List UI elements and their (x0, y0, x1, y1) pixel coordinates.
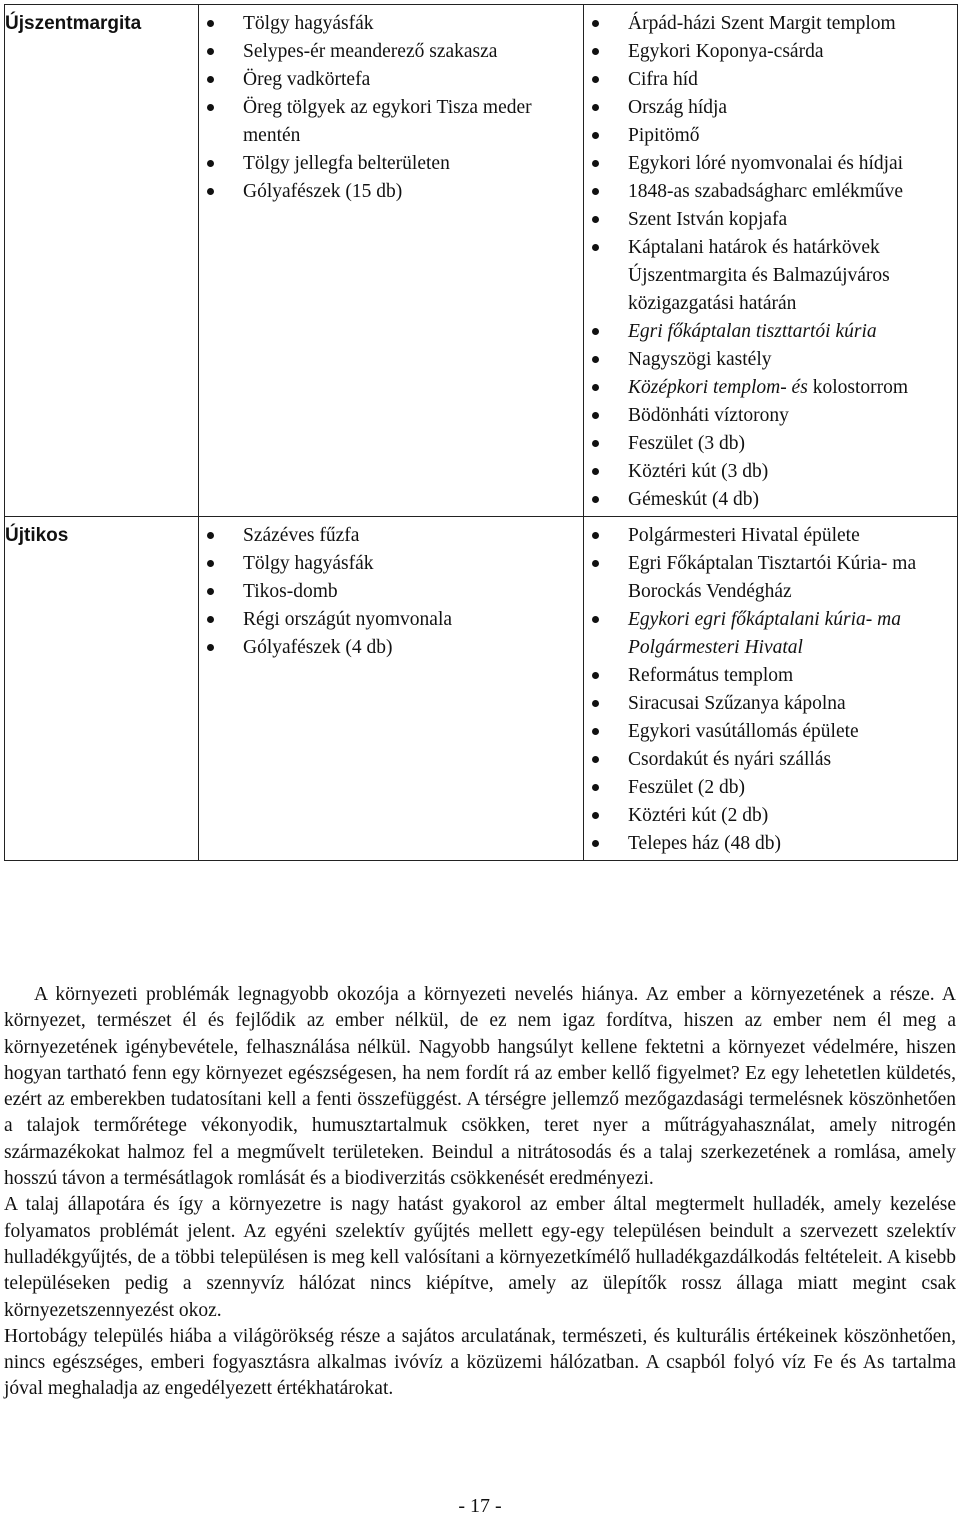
list-item-text: Nagyszögi kastély (628, 349, 772, 370)
list-item (584, 178, 957, 206)
list-item-text: Árpád-házi Szent Margit templom (628, 13, 896, 34)
natural-values-cell (199, 517, 584, 861)
list-item-text: Középkori templom- és kolostorrom (628, 377, 909, 398)
list-item-text: Tölgy hagyásfák (243, 553, 374, 574)
list-item-text: Cifra híd (628, 69, 698, 90)
list-item (584, 66, 957, 94)
list-item (199, 550, 583, 578)
list-item (584, 830, 957, 858)
settlement-name-cell (5, 517, 199, 861)
page-number: - 17 - (458, 1495, 502, 1517)
list-item (584, 718, 957, 746)
list-item (199, 66, 583, 94)
built-values-cell (584, 5, 958, 517)
list-item-text: Tölgy hagyásfák (243, 13, 374, 34)
settlement-name: Újszentmargita (5, 13, 142, 34)
list-item-text: Egykori lóré nyomvonalai és hídjai (628, 153, 904, 174)
list-item-text: Köztéri kút (2 db) (628, 805, 769, 826)
list-item (199, 150, 583, 178)
list-item (584, 802, 957, 830)
body-text (4, 982, 956, 1403)
list-item-text: Siracusai Szűzanya kápolna (628, 693, 846, 714)
list-item-text: Köztéri kút (3 db) (628, 461, 769, 482)
list-item-text: Egri főkáptalan tiszttartói kúria (628, 321, 877, 342)
natural-values-list (199, 10, 583, 206)
list-item-text: Ország hídja (628, 97, 728, 118)
list-item (584, 522, 957, 550)
built-values-cell (584, 517, 958, 861)
list-item-text: Tölgy jellegfa belterületen (243, 153, 450, 174)
list-item-text: Régi országút nyomvonala (243, 609, 453, 630)
list-item (584, 374, 957, 402)
built-values-list (584, 522, 957, 858)
list-item-text: Selypes-ér meanderező szakasza (243, 41, 498, 62)
list-item (584, 746, 957, 774)
list-item (584, 458, 957, 486)
list-item (199, 606, 583, 634)
list-item-text: Gólyafészek (4 db) (243, 637, 393, 658)
list-item-text: Öreg tölgyek az egykori Tisza meder mentén (243, 97, 532, 146)
places-table-body (5, 5, 958, 861)
list-item (584, 346, 957, 374)
list-item (584, 94, 957, 122)
list-item-text: Öreg vadkörtefa (243, 69, 371, 90)
places-table (4, 4, 958, 861)
list-item-text: Szent István kopjafa (628, 209, 788, 230)
list-item (584, 38, 957, 66)
list-item (584, 690, 957, 718)
list-item-text: Egri Főkáptalan Tisztartói Kúria- ma Borockás Vendégház (628, 553, 917, 602)
natural-values-list (199, 522, 583, 662)
settlement-name-cell (5, 5, 199, 517)
list-item (584, 550, 957, 606)
list-item (584, 402, 957, 430)
list-item-text: Egykori vasútállomás épülete (628, 721, 859, 742)
list-item-text: Polgármesteri Hivatal épülete (628, 525, 860, 546)
list-item (199, 38, 583, 66)
paragraph-2: A talaj állapotára és így a környezetre is nagy hatást gyakorol az ember által megtermelt hulladék, amely kezelése folyamatos problémát jelent. Az egyéni szelektív gyűjtés mellett egy-egy településen beindult a szervezett szelektív hulladékgyűjtés, de a többi településen is meg kell valósítani a környezetkímélő hulladékgazdálkodás feltételeit. A kisebb településeken pedig a szennyvíz hálózat nincs kiépítve, amely az ülepítők rossz állaga miatt megint csak környezetszennyezést okoz. (4, 1194, 956, 1321)
list-item (584, 318, 957, 346)
list-item-text: Csordakút és nyári szállás (628, 749, 832, 770)
list-item-text: Egykori Koponya-csárda (628, 41, 824, 62)
list-item (584, 774, 957, 802)
paragraph-3: Hortobágy település hiába a világörökség része a sajátos arculatának, természeti, és kulturális értékeinek köszönhetően, nincs egészséges, emberi fogyasztásra alkalmas ivóvíz a közüzemi hálózatban. A csapból folyó víz Fe és As tartalma jóval meghaladja az engedélyezett értékhatárokat. (4, 1325, 956, 1400)
list-item-text: Gólyafészek (15 db) (243, 181, 403, 202)
list-item (584, 486, 957, 514)
list-item (584, 430, 957, 458)
natural-values-cell (199, 5, 584, 517)
list-item (199, 634, 583, 662)
page (4, 4, 958, 861)
list-item (199, 178, 583, 206)
list-item-text: Református templom (628, 665, 794, 686)
list-item (199, 10, 583, 38)
list-item-text: Gémeskút (4 db) (628, 489, 760, 510)
list-item-text: 1848-as szabadságharc emlékműve (628, 181, 904, 202)
list-item-italic-text: Középkori templom- és (628, 377, 808, 398)
list-item (584, 10, 957, 38)
list-item (199, 578, 583, 606)
list-item (584, 150, 957, 178)
paragraph-1: A környezeti problémák legnagyobb okozója a környezeti nevelés hiánya. Az ember a környezetének a része. A környezet, természet él és fejlődik az ember nélkül, de ez nem igaz fordítva, hiszen az ember nem él meg a környezetének igénybevétele, felhasználása nélkül. Nagyobb hangsúlyt kellene fektetni a környezet védelmére, hiszen hogyan tartható fenn egy környezet egészségesen, ha nem fordít rá az ember kellő figyelmet? Ez egy lehetetlen küldetés, ezért az emberekben tudatosítani kell a fenti összefüggést. A térségre jellemző mezőgazdasági termelésnek köszönhetően a talajok termőrétege vékonyodik, humusztartalmuk csökken, teret nyer a műtrágyahasználat, amely nitrogén származékokat halmoz fel a megművelt területeken. Beindul a nitrátosodás és a talaj szerkezetének a romlása, amely hosszú távon a termésátlagok romlását és a biodiverzitás csökkenését eredményezi. (4, 984, 956, 1190)
list-item-text: Tikos-domb (243, 581, 338, 602)
list-item-text: Feszület (3 db) (628, 433, 745, 454)
list-item (584, 234, 957, 318)
list-item (584, 206, 957, 234)
settlement-name: Újtikos (5, 525, 69, 546)
list-item-text: Telepes ház (48 db) (628, 833, 781, 854)
list-item (199, 522, 583, 550)
built-values-list (584, 10, 957, 514)
list-item (199, 94, 583, 150)
list-item-text: Feszület (2 db) (628, 777, 745, 798)
table-row (5, 5, 958, 517)
list-item (584, 606, 957, 662)
list-item-text: Százéves fűzfa (243, 525, 360, 546)
list-item (584, 662, 957, 690)
list-item-text: Káptalani határok és határkövek Újszentmargita és Balmazújváros közigazgatási határán (628, 237, 890, 314)
list-item (584, 122, 957, 150)
list-item-text: Bödönháti víztorony (628, 405, 789, 426)
list-item-text: Egykori egri főkáptalani kúria- ma Polgármesteri Hivatal (628, 609, 901, 658)
table-row (5, 517, 958, 861)
list-item-text: Pipitömő (628, 125, 700, 146)
